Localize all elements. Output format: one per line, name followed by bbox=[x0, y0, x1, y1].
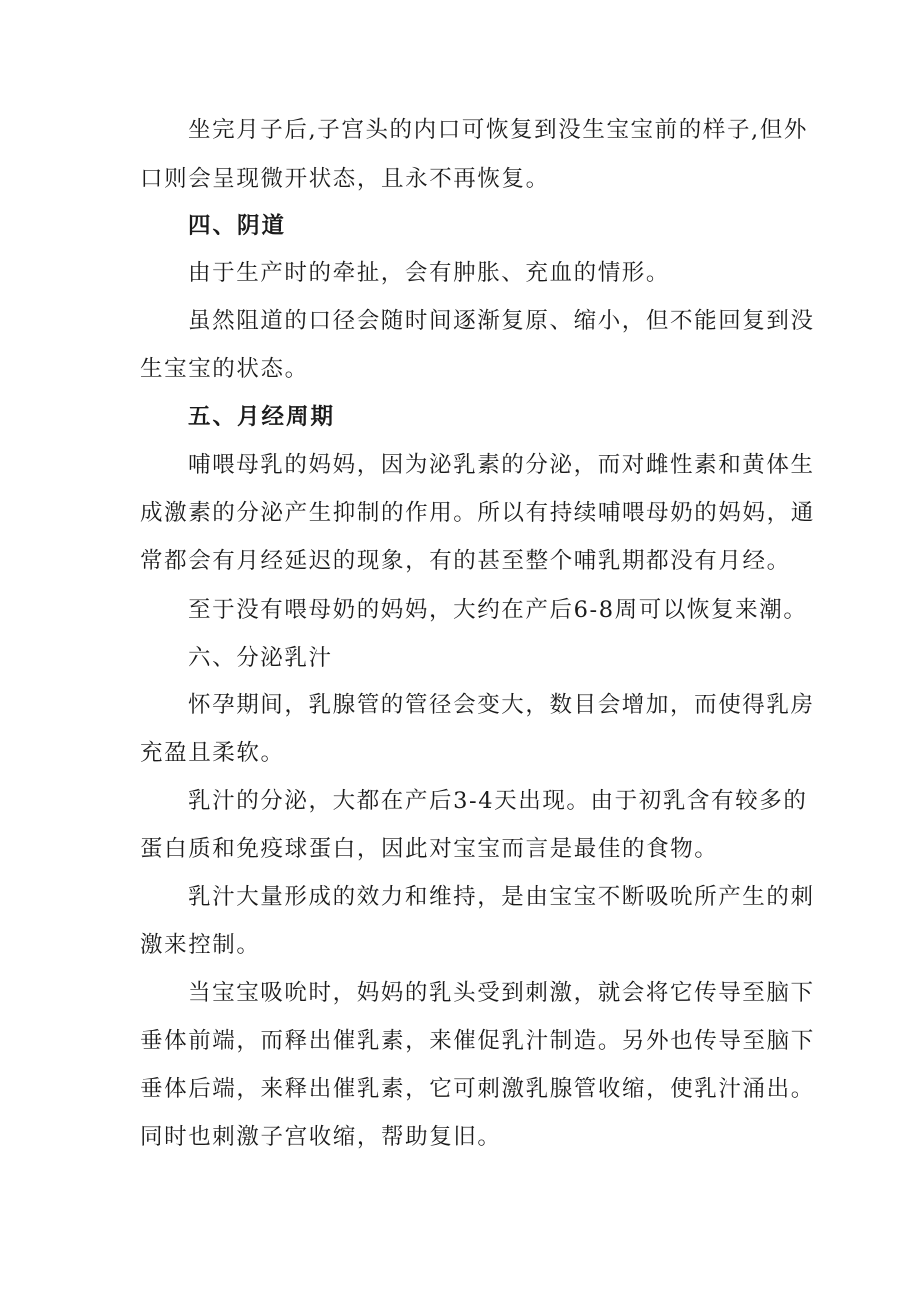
paragraph-line: 乳汁的分泌，大都在产后3-4天出现。由于初乳含有较多的 bbox=[188, 788, 808, 814]
paragraph-line: 坐完月子后,子宫头的内口可恢复到没生宝宝前的样子,但外 bbox=[188, 117, 809, 143]
paragraph-line: 生宝宝的状态。 bbox=[140, 356, 309, 382]
paragraph-line: 垂体后端，来释出催乳素，它可刺激乳腺管收缩，使乳汁涌出。 bbox=[140, 1076, 815, 1102]
paragraph-line: 怀孕期间，乳腺管的管径会变大，数目会增加，而使得乳房 bbox=[188, 692, 815, 718]
paragraph-line: 成激素的分泌产生抑制的作用。所以有持续哺喂母奶的妈妈，通 bbox=[140, 500, 815, 526]
paragraph-line: 常都会有月经延迟的现象，有的甚至整个哺乳期都没有月经。 bbox=[140, 548, 791, 574]
paragraph-line: 激来控制。 bbox=[140, 932, 261, 958]
section-heading-menstrual-cycle: 五、月经周期 bbox=[188, 404, 336, 430]
paragraph-line: 乳汁大量形成的效力和维持，是由宝宝不断吸吮所产生的刺 bbox=[188, 884, 815, 910]
paragraph-line: 充盈且柔软。 bbox=[140, 740, 285, 766]
paragraph-line: 至于没有喂母奶的妈妈，大约在产后6-8周可以恢复来潮。 bbox=[188, 597, 808, 623]
section-heading-lactation: 六、分泌乳汁 bbox=[188, 645, 333, 671]
paragraph-line: 垂体前端，而释出催乳素，来催促乳汁制造。另外也传导至脑下 bbox=[140, 1028, 815, 1054]
paragraph-line: 当宝宝吸吮时，妈妈的乳头受到刺激，就会将它传导至脑下 bbox=[188, 980, 815, 1006]
paragraph-line: 口则会呈现微开状态，且永不再恢复。 bbox=[140, 166, 550, 192]
paragraph-line: 哺喂母乳的妈妈，因为泌乳素的分泌，而对雌性素和黄体生 bbox=[188, 452, 815, 478]
section-heading-vagina: 四、阴道 bbox=[188, 213, 287, 239]
paragraph-line: 由于生产时的牵扯，会有肿胀、充血的情形。 bbox=[188, 260, 671, 286]
paragraph-line: 同时也刺激子宫收缩，帮助复旧。 bbox=[140, 1124, 502, 1150]
paragraph-line: 蛋白质和免疫球蛋白，因此对宝宝而言是最佳的食物。 bbox=[140, 836, 719, 862]
paragraph-line: 虽然阻道的口径会随时间逐渐复原、缩小，但不能回复到没 bbox=[188, 308, 815, 334]
